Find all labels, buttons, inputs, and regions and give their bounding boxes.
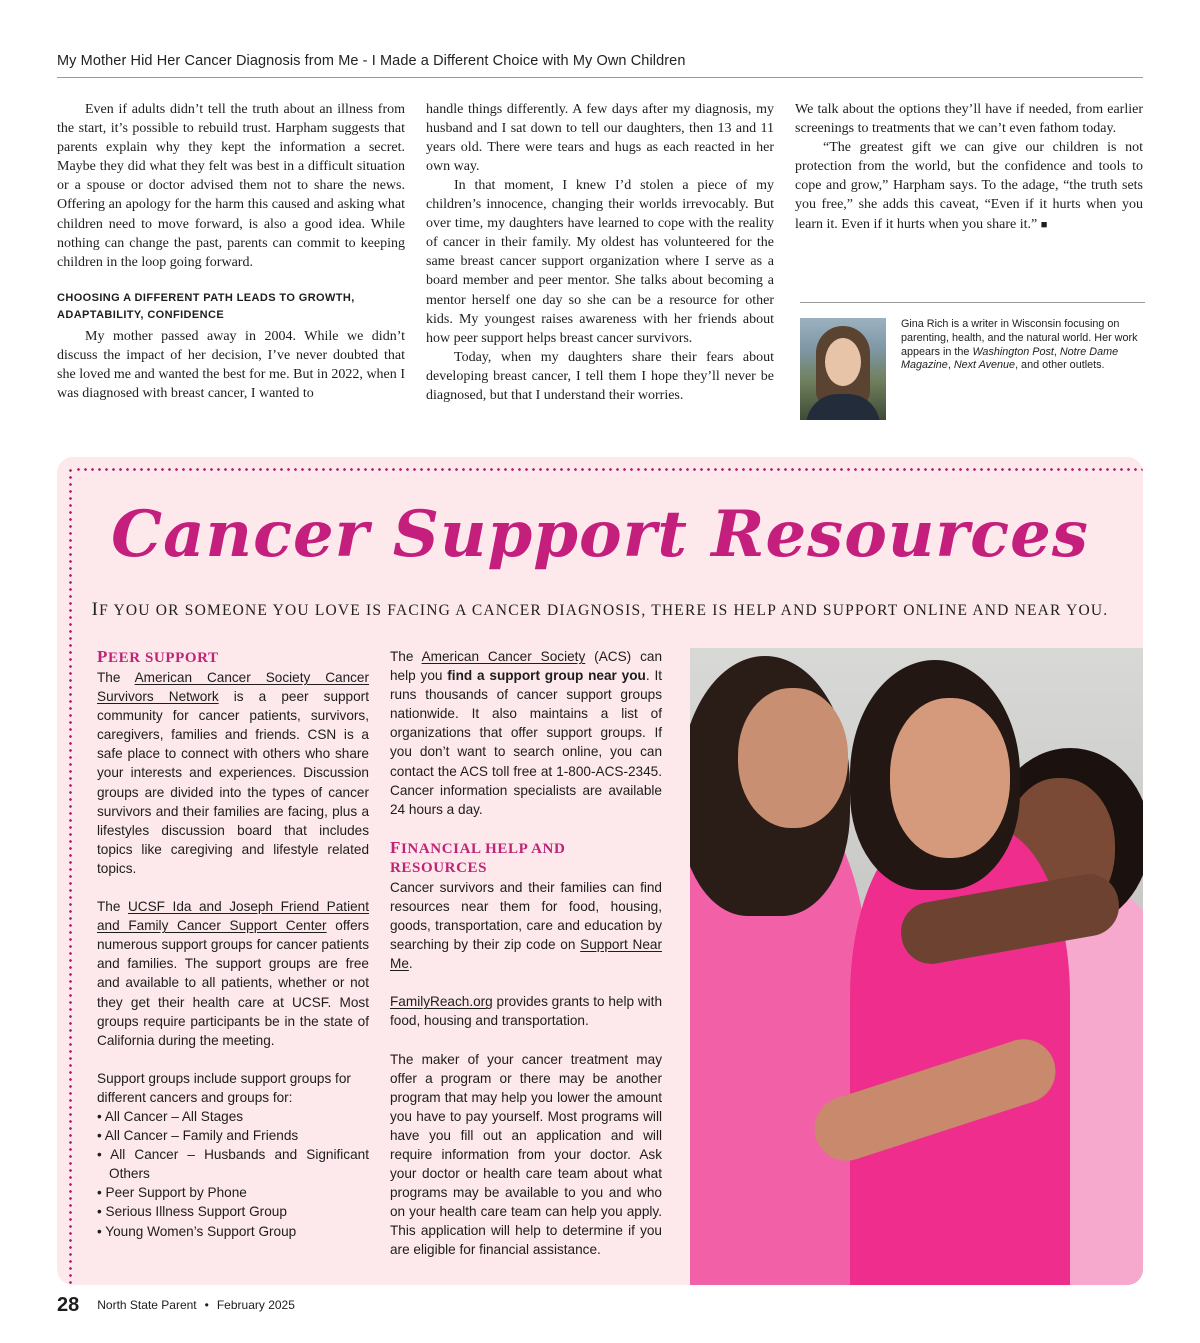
- list-item: • All Cancer – Husbands and Significant Others: [97, 1145, 369, 1183]
- article-paragraph: Even if adults didn’t tell the truth about an illness from the start, it’s possible to rebuild trust. Harpham suggests that parents explain why they kept the information a secret. Maybe they did what they felt was best in a difficult situation or a spouse or doctor advised them not to share the news. Offering an apology for the harm this caused and asking what children need to move forward, is also a good idea. While nothing can change the past, parents can commit to keeping children in the loop going forward.: [57, 102, 405, 270]
- end-mark-icon: ■: [1040, 218, 1048, 231]
- article-paragraph-continued: We talk about the options they’ll have if needed, from earlier screenings to treatments that we can’t even fathom today.: [795, 102, 1143, 137]
- resources-title: Cancer Support Resources: [111, 497, 1089, 572]
- author-bio: Gina Rich is a writer in Wisconsin focusing on parenting, health, and the natural world. Her work appears in the Washington Post, Notre Dame Magazine, Next Avenue, and other outlets.: [901, 318, 1138, 372]
- support-near-me-link[interactable]: Support Near Me: [390, 937, 662, 972]
- acs-paragraph: The American Cancer Society (ACS) can help you find a support group near you. It runs thousands of cancer support groups nationwide. It also maintains a list of organizations that offer support groups. If you don’t want to search online, you can contact the ACS toll free at 1-800-ACS-2345. Cancer information specialists are available 24 hours a day.: [390, 649, 663, 817]
- article-column-1: [57, 100, 405, 403]
- list-item: • Young Women’s Support Group: [97, 1222, 369, 1241]
- dotted-border-top: [75, 467, 1143, 472]
- resources-column-1: [97, 647, 369, 1241]
- resources-subtitle: IF YOU OR SOMEONE YOU LOVE IS FACING A CANCER DIAGNOSIS, THERE IS HELP AND SUPPORT ONLINE AND NEAR YOU.: [91, 599, 1109, 620]
- ucsf-paragraph: The UCSF Ida and Joseph Friend Patient and Family Cancer Support Center offers numerous support groups for cancer patients and families. The support groups are free and available to all patients, whether or not they get their health care at UCSF. Most groups require participants be in the state of California during the meeting.: [97, 899, 370, 1048]
- issue-date: February 2025: [216, 1298, 295, 1312]
- publication-name: North State Parent: [97, 1298, 197, 1312]
- support-near-me-paragraph: Cancer survivors and their families can find resources near them for food, housing, goods, transportation, care and education by searching by their zip code on Support Near Me.: [390, 879, 662, 972]
- article-paragraph: In that moment, I knew I’d stolen a piece of my children’s innocence, changing their worlds irrevocably. But over time, my daughters have learned to cope with the reality of cancer in their family. My oldest has volunteered for the same breast cancer support organization where I serve as a board member and peer mentor. She talks about becoming a mentor herself one day so she can be a resource for other kids. My youngest raises awareness with her friends about how peer support helps breast cancer survivors.: [426, 178, 774, 346]
- familyreach-paragraph: FamilyReach.org provides grants to help with food, housing and transportation.: [390, 994, 663, 1029]
- article-column-2-top: [426, 100, 774, 290]
- csn-paragraph: The American Cancer Society Cancer Survivors Network is a peer support community for cancer patients, survivors, caregivers, families and friends. CSN is a safe place to connect with others who share your interests and experiences. Discussion groups are divided into the types of cancer survivors and their families are facing, plus a lifestyles discussion board that includes topics like caregiving and lifestyle related topics.: [97, 670, 370, 876]
- financial-help-heading: FINANCIAL HELP AND RESOURCES: [390, 837, 566, 876]
- resources-box: [57, 457, 1143, 1285]
- list-item: • Peer Support by Phone: [97, 1183, 369, 1202]
- women-in-pink-photo: [690, 648, 1143, 1285]
- author-photo: [800, 318, 886, 420]
- article-column-3-body: [795, 100, 1143, 235]
- support-groups-list: [97, 1107, 369, 1241]
- article-paragraph: “The greatest gift we can give our children is not protection from the world, but the confidence and tools to cope and grow,” Harpham says. To the adage, “the truth sets you free,” she adds this caveat, “Even if it hurts when you learn it. Even if it hurts when you share it.” ■: [795, 140, 1143, 232]
- footer-separator: •: [204, 1298, 209, 1312]
- list-item: • Serious Illness Support Group: [97, 1202, 369, 1221]
- list-item: • All Cancer – Family and Friends: [97, 1126, 369, 1145]
- article-paragraph: My mother passed away in 2004. While we didn’t discuss the impact of her decision, I’ve never doubted that she loved me and wanted the best for me. But in 2022, when I was diagnosed with breast cancer, I wanted to: [57, 328, 405, 402]
- acs-link[interactable]: American Cancer Society: [421, 649, 586, 664]
- dotted-border-left: [68, 467, 73, 1285]
- csn-link[interactable]: American Cancer Society Cancer Survivors Network: [97, 670, 370, 705]
- treatment-program-paragraph: The maker of your cancer treatment may offer a program or there may be another program that may help you lower the amount you have to pay yourself. Most programs will have you fill out an application and will require information from your doctor. Ask your doctor or health care team about what programs may be available to you and who on your health care team can help you apply. This application will help to determine if you are eligible for financial assistance.: [390, 1051, 662, 1258]
- familyreach-link[interactable]: FamilyReach.org: [390, 994, 493, 1010]
- list-item: • All Cancer – All Stages: [97, 1107, 369, 1126]
- bio-divider: [800, 302, 1145, 303]
- ucsf-link[interactable]: UCSF Ida and Joseph Friend Patient and Family Cancer Support Center: [97, 899, 370, 934]
- peer-support-heading: PEER SUPPORT: [97, 647, 219, 666]
- article-paragraph-continued: handle things differently. A few days after my diagnosis, my husband and I sat down to tell our daughters, then 13 and 11 years old. There were tears and hugs as each reacted in her own way.: [426, 102, 774, 175]
- page-number: 28: [57, 1294, 80, 1316]
- article-paragraph: Today, when my daughters share their fears about developing breast cancer, I tell them I hope they’ll never be diagnosed, but that I understand their worries.: [426, 349, 774, 404]
- article-subhead: CHOOSING A DIFFERENT PATH LEADS TO GROWTH, ADAPTABILITY, CONFIDENCE: [57, 291, 355, 321]
- groups-intro: Support groups include support groups for different cancers and groups for:: [97, 1070, 351, 1105]
- page-footer: [57, 1294, 295, 1317]
- resources-column-2: [390, 647, 662, 1260]
- running-head: My Mother Hid Her Cancer Diagnosis from Me - I Made a Different Choice with My Own Children: [57, 53, 1143, 78]
